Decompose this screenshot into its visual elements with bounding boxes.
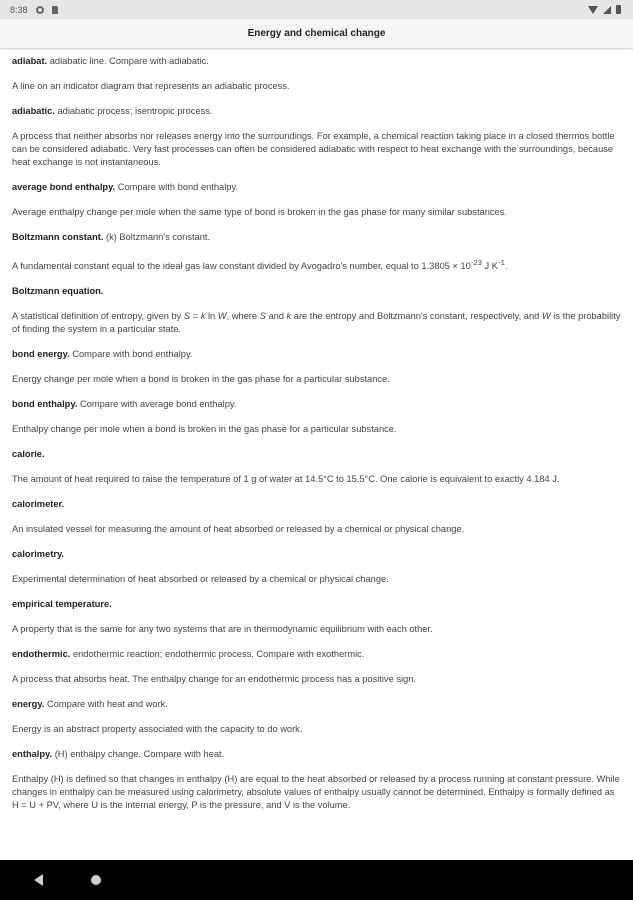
- entry-bond-enthalpy: [12, 398, 621, 436]
- term-note: adiabatic process; isentropic process.: [54, 106, 213, 116]
- entry-boltzmann-equation: [12, 285, 621, 336]
- sd-card-icon: [52, 6, 58, 14]
- entry-endothermic: [12, 648, 621, 686]
- term: adiabat.: [12, 56, 48, 66]
- definition: The amount of heat required to raise the temperature of 1 g of water at 14.5°C to 15.5°C. One calorie is equivalent to exactly 4.184 J.: [12, 474, 560, 485]
- glossary-content[interactable]: [0, 55, 633, 860]
- page-title: Energy and chemical change: [247, 28, 386, 39]
- signal-icon: [603, 6, 611, 14]
- entry-bond-energy: [12, 348, 621, 386]
- home-icon[interactable]: [91, 875, 101, 885]
- entry-empirical-temperature: [12, 598, 621, 636]
- term-note: Compare with bond enthalpy.: [69, 349, 193, 360]
- definition: An insulated vessel for measuring the amount of heat absorbed or released by a chemical or physical change.: [12, 524, 465, 535]
- term: calorie.: [12, 449, 45, 460]
- entry-enthalpy: [12, 748, 621, 812]
- entry-calorimeter: [12, 498, 621, 536]
- definition: A process that absorbs heat. The enthalpy change for an endothermic process has a positive sign.: [12, 674, 416, 685]
- definition: A statistical definition of entropy, given by S = k ln W, where S and k are the entropy and Boltzmann's constant, respectively, and W is the probability of finding the system in a particular state.: [12, 311, 621, 335]
- definition: Average enthalpy change per mole when the same type of bond is broken in the gas phase for many similar substances.: [12, 207, 507, 217]
- term: calorimeter.: [12, 499, 65, 510]
- entry-calorimetry: [12, 548, 621, 586]
- definition: Enthalpy (H) is defined so that changes in enthalpy (H) are equal to the heat absorbed or released by a process running at constant pressure. While changes in enthalpy can be measured using calorimetry, absolute values of enthalpy usually cannot be determined. Enthalpy is formally defined as H = U + PV, where U is the internal energy, P is the pressure, and V is the volume.: [12, 774, 620, 811]
- term: average bond enthalpy.: [12, 182, 116, 192]
- entry-average-bond-enthalpy: [12, 181, 621, 219]
- definition-text: .: [504, 261, 508, 272]
- back-icon[interactable]: [34, 874, 43, 886]
- settings-icon: [36, 6, 44, 14]
- definition: Energy change per mole when a bond is broken in the gas phase for a particular substance.: [12, 374, 390, 385]
- term-note: (H) enthalpy change. Compare with heat.: [52, 749, 225, 760]
- term: adiabatic.: [12, 106, 55, 116]
- entry-energy: [12, 698, 621, 736]
- definition: Energy is an abstract property associated with the capacity to do work.: [12, 724, 303, 735]
- term-note: adiabatic line. Compare with adiabatic.: [47, 56, 209, 66]
- term: calorimetry.: [12, 549, 65, 560]
- definition-text: J K: [481, 261, 498, 272]
- term: energy.: [12, 699, 45, 710]
- term: endothermic.: [12, 649, 71, 660]
- status-time: 8:38: [10, 4, 28, 15]
- term-note: Compare with bond enthalpy.: [115, 182, 238, 192]
- term: Boltzmann constant.: [12, 232, 104, 242]
- term: Boltzmann equation.: [12, 286, 104, 297]
- entry-boltzmann-constant: [12, 231, 621, 273]
- app-bar: [0, 19, 633, 49]
- term: empirical temperature.: [12, 599, 112, 610]
- battery-icon: [616, 5, 621, 14]
- definition: Experimental determination of heat absorbed or released by a chemical or physical change.: [12, 574, 389, 585]
- term-note: Compare with heat and work.: [44, 699, 168, 710]
- entry-calorie: [12, 448, 621, 486]
- definition: A line on an indicator diagram that represents an adiabatic process.: [12, 81, 290, 91]
- definition: [12, 256, 621, 273]
- entry-adiabatic: [12, 105, 621, 169]
- wifi-icon: [588, 6, 598, 14]
- navigation-bar: [0, 860, 633, 900]
- definition: A property that is the same for any two systems that are in thermodynamic equilibrium with each other.: [12, 624, 433, 635]
- exponent: -1: [497, 258, 505, 267]
- term-note: endothermic reaction; endothermic process. Compare with exothermic.: [70, 649, 365, 660]
- exponent: -23: [470, 258, 482, 267]
- term-note: Compare with average bond enthalpy.: [77, 399, 237, 410]
- status-bar: [0, 0, 633, 19]
- definition: Enthalpy change per mole when a bond is broken in the gas phase for a particular substance.: [12, 424, 397, 435]
- definition: A process that neither absorbs nor releases energy into the surroundings. For example, a chemical reaction taking place in a closed thermos bottle can be considered adiabatic. Very fast processes can often be considered adiabatic with respect to heat exchange with the surroundings, because heat exchange is not instantaneous.: [12, 131, 615, 167]
- term: bond enthalpy.: [12, 399, 78, 410]
- entry-adiabat: [12, 55, 621, 93]
- definition-text: A fundamental constant equal to the ideal gas law constant divided by Avogadro's number, equal to 1.3805 × 10: [12, 261, 471, 272]
- term: enthalpy.: [12, 749, 53, 760]
- term-note: (k) Boltzmann's constant.: [103, 232, 211, 242]
- term: bond energy.: [12, 349, 70, 360]
